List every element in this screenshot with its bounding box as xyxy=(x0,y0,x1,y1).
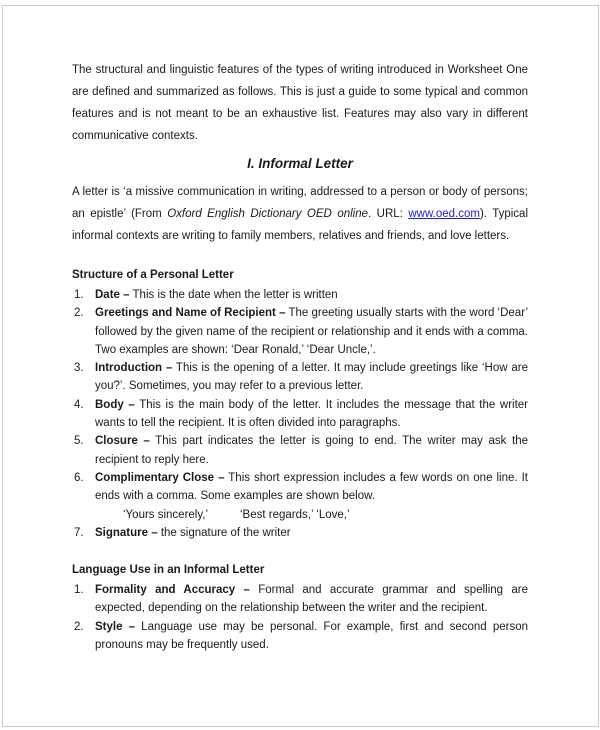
item-number: 1. xyxy=(74,289,84,301)
item-number: 7. xyxy=(74,526,84,539)
item-desc: This is the opening of a letter. It may include greetings like ‘How are you?’. Sometimes, you may refer to a previous letter. xyxy=(95,362,528,393)
item-desc: This part indicates the letter is going to end. The writer may ask the recipient to reply here. xyxy=(95,435,528,466)
item-desc: This short expression includes a few words on one line. It ends with a comma. Some examples are shown below. xyxy=(95,471,528,503)
list-item-complimentary-close xyxy=(72,469,528,506)
item-number: 2. xyxy=(74,620,84,633)
item-term: Body – xyxy=(95,398,135,411)
item-number: 4. xyxy=(74,398,84,411)
item-term: Date – xyxy=(95,289,130,301)
list-item-style xyxy=(72,618,528,655)
document-page xyxy=(72,0,528,654)
language-section-heading: Language Use in an Informal Letter xyxy=(72,564,265,577)
item-term: Complimentary Close – xyxy=(95,471,225,484)
list-item-date xyxy=(72,286,528,304)
list-item-closure xyxy=(72,432,528,469)
list-item-introduction xyxy=(72,359,528,396)
list-item-formality xyxy=(72,581,528,618)
complimentary-close-examples xyxy=(123,506,528,524)
item-number: 1. xyxy=(74,584,84,597)
item-desc: This is the main body of the letter. It includes the message that the writer wants to tell the recipient. It is often divided into paragraphs. xyxy=(95,398,528,430)
item-term: Formality and Accuracy – xyxy=(95,584,250,597)
document-title: I. Informal Letter xyxy=(247,156,353,171)
structure-list xyxy=(72,286,528,506)
definition-text-1: A letter is ‘a missive communication in writing, addressed to a person or body of persons; an epistle’ (From xyxy=(72,186,528,220)
language-list xyxy=(72,581,528,654)
example-best-regards-love: ‘Best regards,’ ‘Love,’ xyxy=(240,508,350,521)
item-desc: Formal and accurate grammar and spelling are expected, depending on the relationship between the writer and the recipient. xyxy=(95,584,528,615)
citation-source: Oxford English Dictionary OED online xyxy=(167,208,369,220)
item-number: 6. xyxy=(74,471,84,484)
definition-text-2: . URL: xyxy=(368,208,409,220)
structure-section-heading: Structure of a Personal Letter xyxy=(72,269,234,281)
item-term: Closure – xyxy=(95,435,150,448)
list-item-body xyxy=(72,396,528,433)
item-desc: the signature of the writer xyxy=(157,526,291,539)
item-number: 3. xyxy=(74,362,84,375)
item-term: Greetings and Name of Recipient – xyxy=(95,307,286,320)
item-term: Style – xyxy=(95,620,136,633)
list-item-signature xyxy=(72,524,528,542)
intro-paragraph: The structural and linguistic features of the types of writing introduced in Worksheet One are defined and summarized as follows. This is just a guide to some typical and common features and is not meant to be an exhaustive list. Features may also vary in different communicative contexts. xyxy=(72,64,528,142)
oed-link[interactable]: www.oed.com xyxy=(408,208,480,220)
item-desc: The greeting usually starts with the word ‘Dear’ followed by the given name of the recipient or relationship and it ends with a comma. Two examples are shown: ‘Dear Ronald,’ ‘Dear Uncle,’. xyxy=(95,307,529,356)
structure-list-continued xyxy=(72,524,528,542)
item-desc: This is the date when the letter is written xyxy=(129,289,338,301)
item-term: Introduction – xyxy=(95,362,173,375)
definition-text-3: ). Typical informal contexts are writing to family members, relatives and friends, and love letters. xyxy=(72,208,529,242)
definition-paragraph xyxy=(72,181,528,247)
item-term: Signature – xyxy=(95,526,158,539)
item-desc: Language use may be personal. For example, first and second person pronouns may be frequently used. xyxy=(95,620,528,652)
example-yours-sincerely: ‘Yours sincerely,’ xyxy=(123,508,209,521)
list-item-greetings xyxy=(72,304,528,359)
item-number: 2. xyxy=(74,307,84,320)
item-number: 5. xyxy=(74,435,84,448)
